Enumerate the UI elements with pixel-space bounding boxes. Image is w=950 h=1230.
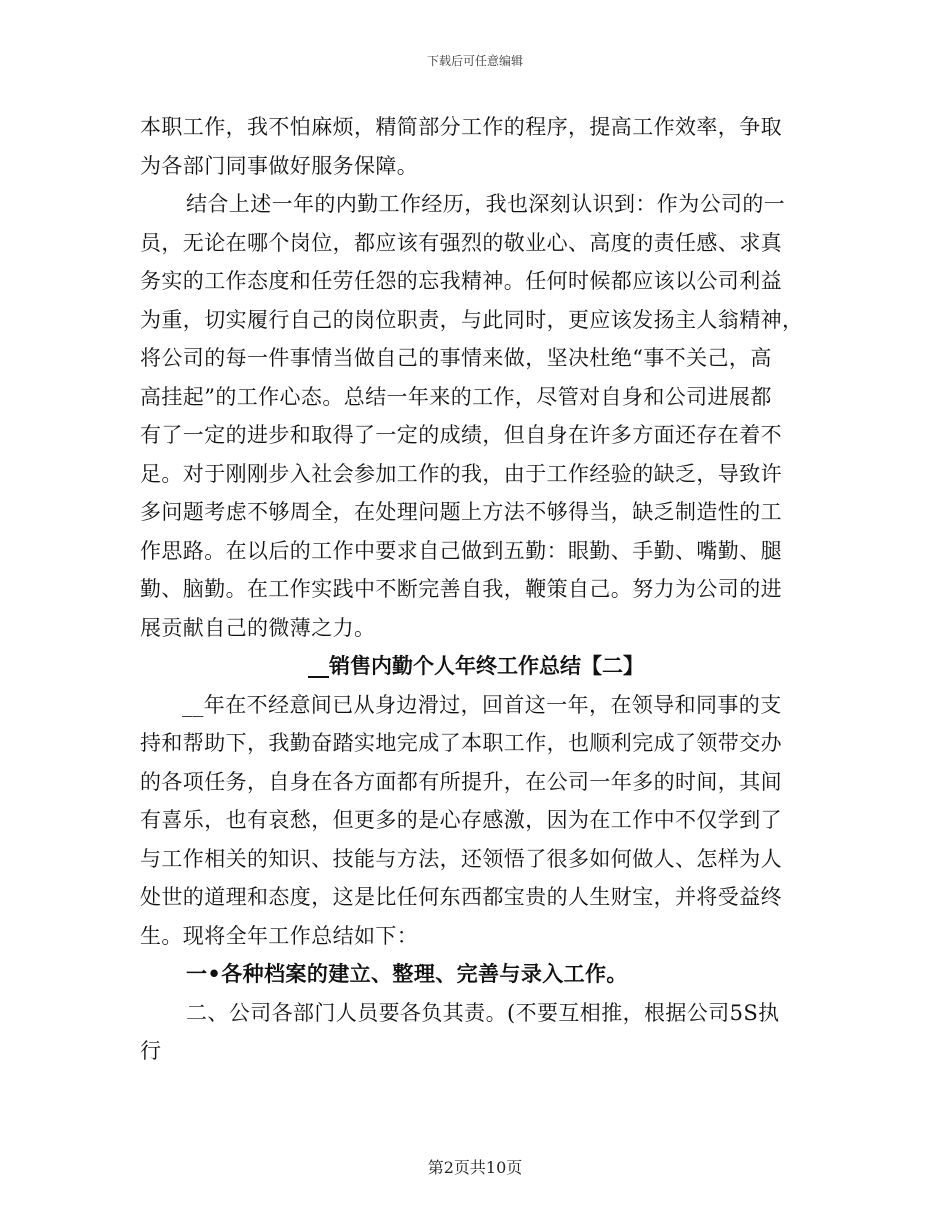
paragraph-line: 务实的工作态度和任劳任怨的忘我精神。任何时候都应该以公司利益 xyxy=(140,269,782,293)
paragraph-line: 将公司的每一件事情当做自己的事情来做，坚决杜绝“事不关己，高 xyxy=(140,346,772,370)
paragraph-line: __年在不经意间已从身边滑过，回首这一年，在领导和同事的支 xyxy=(182,692,782,717)
document-body xyxy=(140,108,812,1071)
section-title: __销售内勤个人年终工作总结【二】 xyxy=(308,654,644,678)
paragraph-line: 处世的道理和态度，这是比任何东西都宝贵的人生财宝，并将受益终 xyxy=(140,885,782,909)
paragraph-line: 有喜乐，也有哀愁，但更多的是心存感激，因为在工作中不仅学到了 xyxy=(140,808,782,832)
paragraph-line: 员，无论在哪个岗位，都应该有强烈的敬业心、高度的责任感、求真 xyxy=(140,230,782,255)
page-header: 下载后可任意编辑 xyxy=(426,54,523,68)
paragraph-line: 多问题考虑不够周全，在处理问题上方法不够得当，缺乏制造性的工 xyxy=(140,500,782,524)
paragraph-line: 为各部门同事做好服务保障。 xyxy=(140,153,419,178)
list-heading: 一•各种档案的建立、整理、完善与录入工作。 xyxy=(186,962,628,986)
paragraph-line: 生。现将全年工作总结如下： xyxy=(140,923,419,948)
page-footer: 第2页共10页 xyxy=(427,1158,523,1177)
paragraph-line: 行 xyxy=(140,1039,162,1063)
paragraph-line: 与工作相关的知识、技能与方法，还领悟了很多如何做人、怎样为人 xyxy=(140,846,782,871)
paragraph-line: 勤、脑勤。在工作实践中不断完善自我，鞭策自己。努力为公司的进 xyxy=(140,577,782,601)
paragraph-line: 展贡献自己的微薄之力。 xyxy=(140,615,376,640)
paragraph-line: 为重，切实履行自己的岗位职责，与此同时，更应该发扬主人翁精神， xyxy=(140,307,804,332)
paragraph-line: 结合上述一年的内勤工作经历，我也深刻认识到：作为公司的一 xyxy=(186,192,786,216)
paragraph-line: 本职工作，我不怕麻烦，精简部分工作的程序，提高工作效率，争取 xyxy=(140,115,782,139)
paragraph-line: 持和帮助下，我勤奋踏实地完成了本职工作，也顺利完成了领带交办 xyxy=(140,731,782,755)
paragraph-line: 作思路。在以后的工作中要求自己做到五勤：眼勤、手勤、嘴勤、腿 xyxy=(140,538,782,563)
paragraph-line: 二、公司各部门人员要各负其责。(不要互相推，根据公司5S执 xyxy=(186,1000,780,1025)
paragraph-line: 有了一定的进步和取得了一定的成绩，但自身在许多方面还存在着不 xyxy=(140,423,782,447)
paragraph-line: 足。对于刚刚步入社会参加工作的我，由于工作经验的缺乏，导致许 xyxy=(140,461,782,486)
paragraph-line: 高挂起”的工作心态。总结一年来的工作，尽管对自身和公司进展都 xyxy=(140,384,772,409)
paragraph-line: 的各项任务，自身在各方面都有所提升，在公司一年多的时间，其间 xyxy=(140,769,782,794)
